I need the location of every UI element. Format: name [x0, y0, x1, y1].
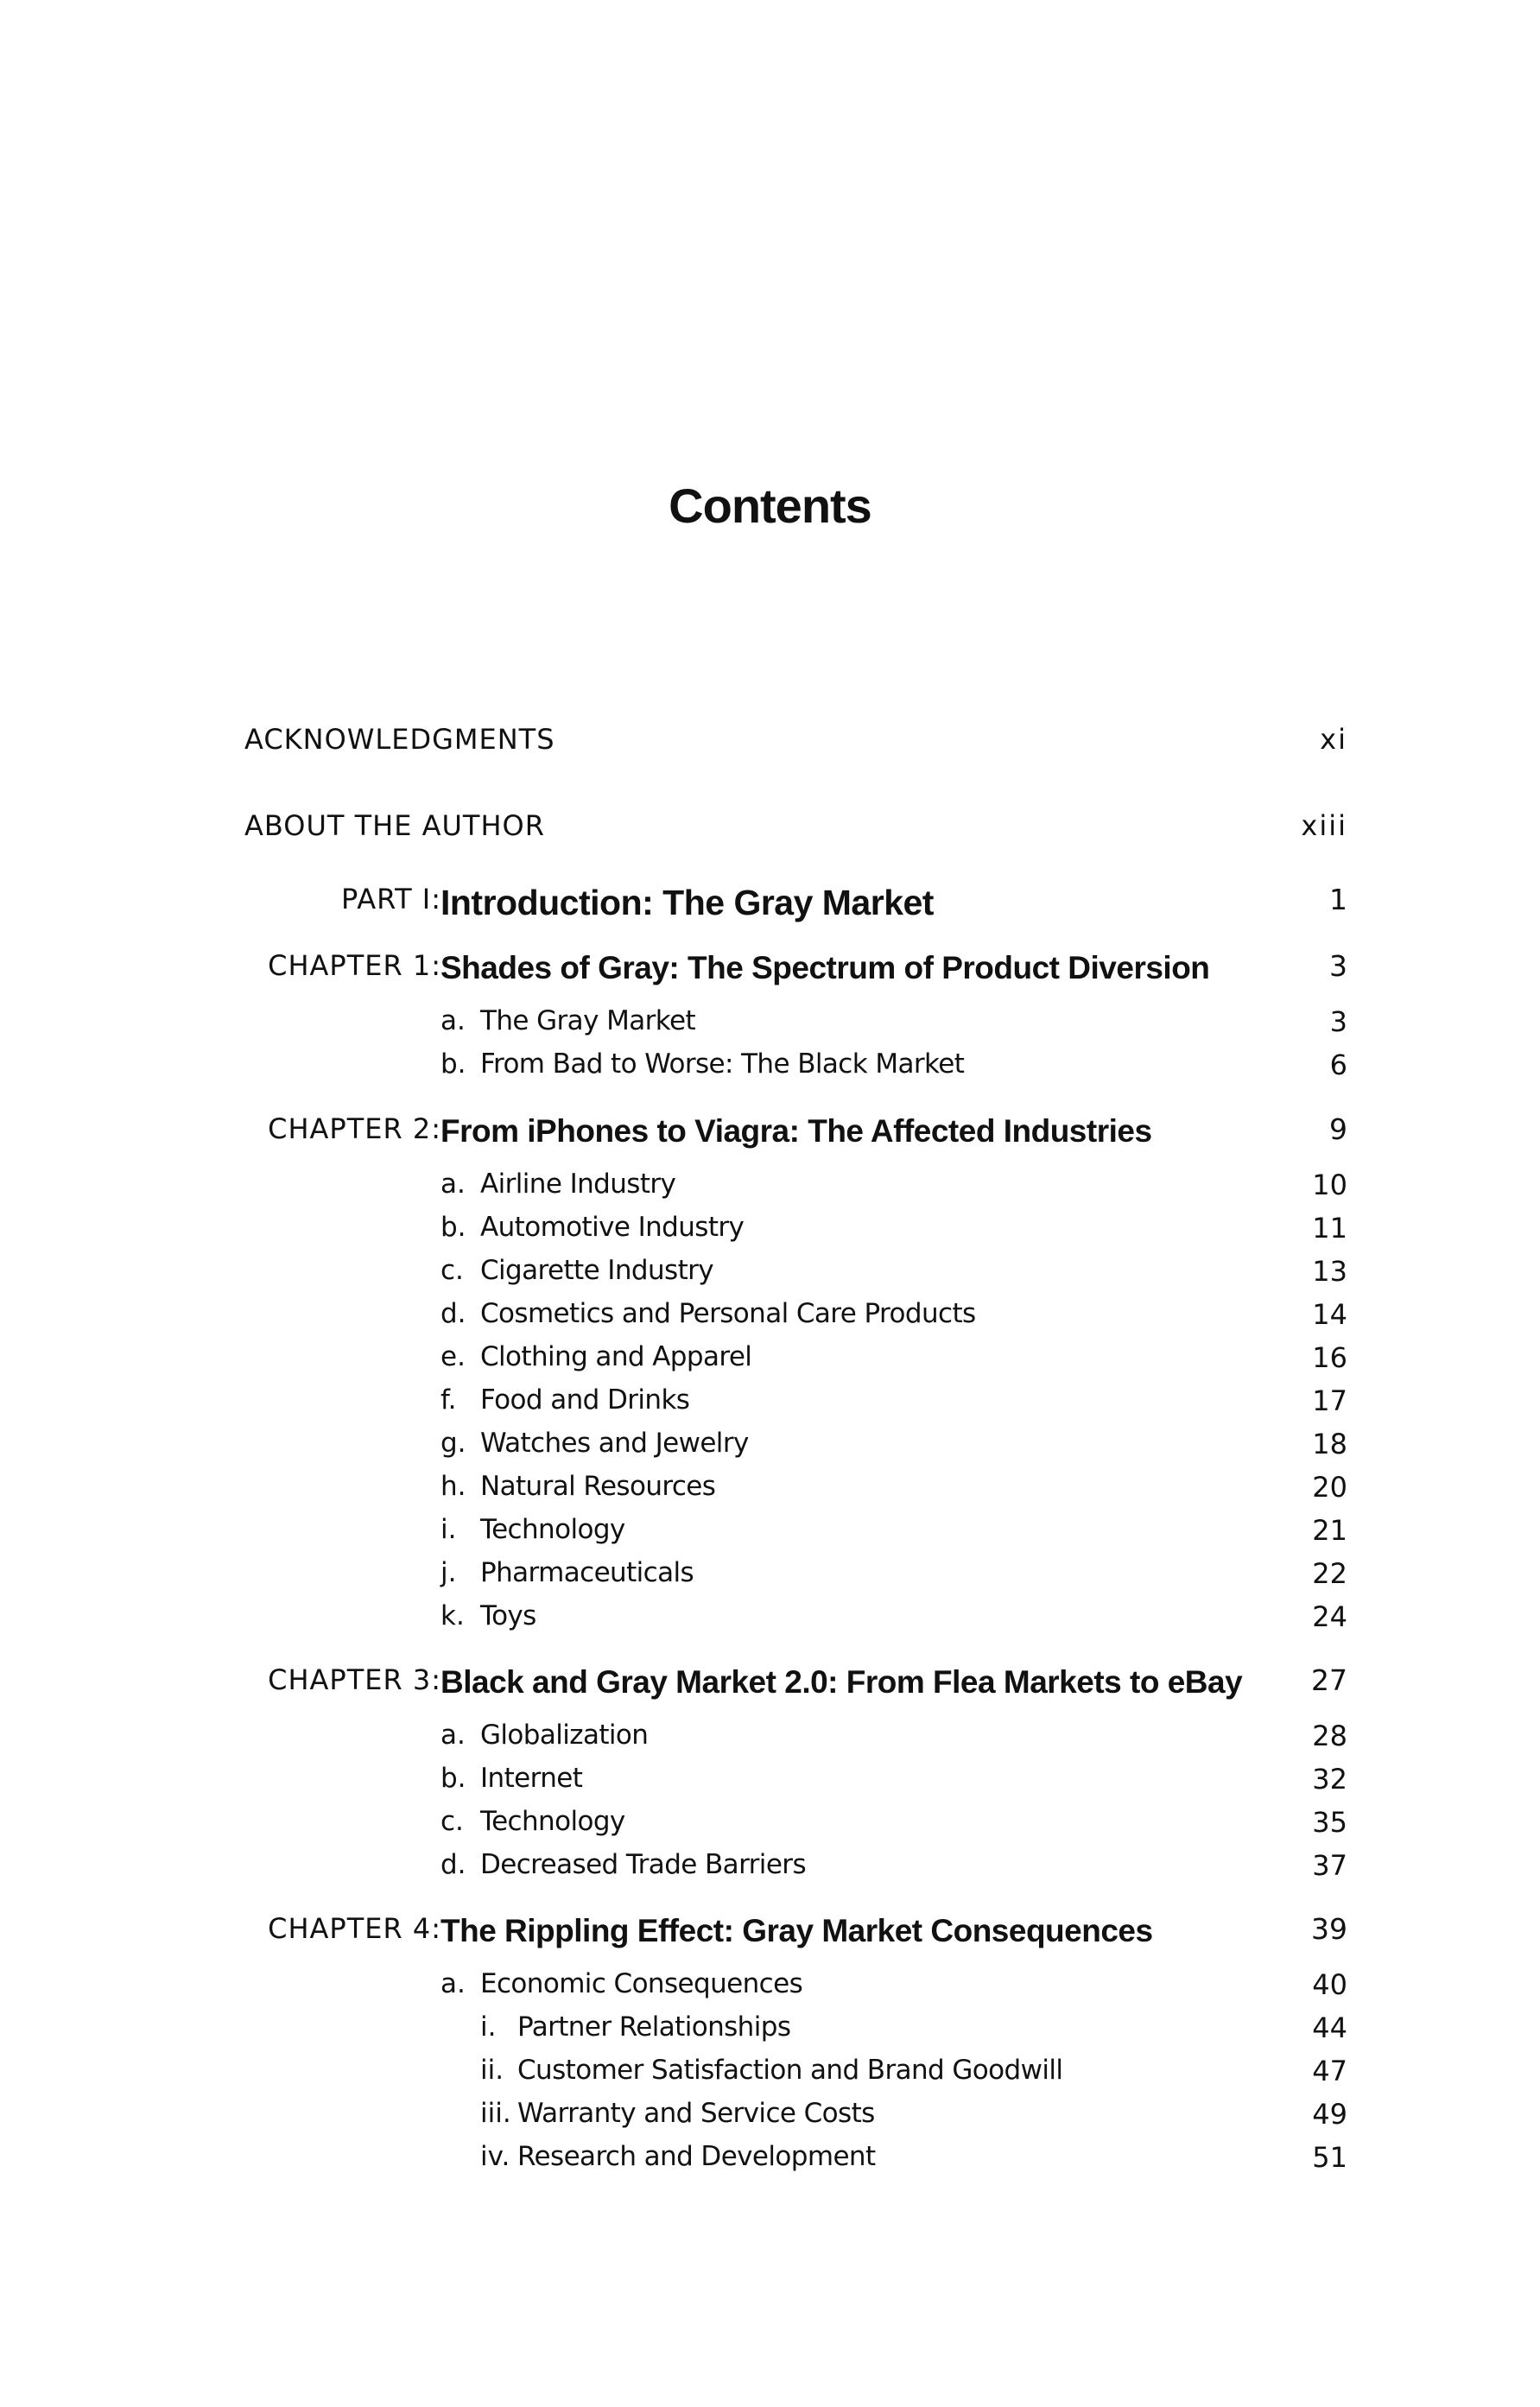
toc-section-title: The Gray Market: [480, 1005, 696, 1036]
toc-section-letter: a.: [440, 1968, 466, 1999]
toc-section-letter: c.: [440, 1806, 464, 1837]
toc-page-number: 37: [1312, 1849, 1347, 1882]
toc-section-title: Food and Drinks: [480, 1384, 690, 1416]
toc-front-label: ACKNOWLEDGMENTS: [244, 723, 555, 756]
toc-section-title: Natural Resources: [480, 1471, 716, 1502]
toc-page-number: 1: [1329, 883, 1347, 916]
toc-section-letter: f.: [440, 1384, 457, 1416]
toc-page-number: 27: [1311, 1663, 1347, 1697]
toc-section-letter: b.: [440, 1763, 466, 1794]
toc-section-letter: i.: [440, 1514, 457, 1545]
toc-subsection-title: Partner Relationships: [517, 2011, 791, 2043]
toc-page-number: 40: [1312, 1968, 1347, 2001]
toc-subsection-title: Research and Development: [517, 2141, 876, 2172]
toc-part-label: PART I:: [341, 883, 441, 915]
toc-page-number: 39: [1311, 1912, 1347, 1946]
toc-section-letter: k.: [440, 1600, 465, 1631]
toc-section-letter: d.: [440, 1298, 466, 1329]
toc-chapter-label: CHAPTER 1:: [268, 949, 441, 982]
toc-section-title: Cigarette Industry: [480, 1255, 714, 1286]
toc-page-number: 20: [1312, 1471, 1347, 1504]
toc-section-title: Internet: [480, 1763, 583, 1794]
toc-section-title: Pharmaceuticals: [480, 1557, 694, 1588]
toc-section-title: Airline Industry: [480, 1169, 676, 1200]
toc-section-letter: c.: [440, 1255, 464, 1286]
toc-chapter-label: CHAPTER 4:: [268, 1912, 441, 1945]
toc-chapter-title: Black and Gray Market 2.0: From Flea Markets to eBay: [440, 1664, 1243, 1700]
page-title: Contents: [669, 478, 871, 533]
toc-page-number: 3: [1329, 949, 1347, 983]
toc-front-label: ABOUT THE AUTHOR: [244, 809, 545, 842]
toc-part-title: Introduction: The Gray Market: [440, 883, 934, 922]
toc-section-letter: b.: [440, 1048, 466, 1080]
toc-chapter-label: CHAPTER 2:: [268, 1112, 441, 1145]
toc-page-number: 28: [1312, 1720, 1347, 1752]
toc-page-number: 17: [1312, 1384, 1347, 1417]
toc-subsection-title: Customer Satisfaction and Brand Goodwill: [517, 2055, 1063, 2086]
toc-section-letter: a.: [440, 1169, 466, 1200]
toc-subsection-numeral: i.: [480, 2011, 497, 2043]
toc-subsection-numeral: iv.: [480, 2141, 510, 2172]
toc-page-number: 3: [1329, 1005, 1347, 1038]
toc-chapter-title: Shades of Gray: The Spectrum of Product Diversion: [440, 950, 1210, 985]
toc-section-letter: g.: [440, 1428, 466, 1459]
toc-section-letter: b.: [440, 1212, 466, 1243]
toc-section-title: Globalization: [480, 1720, 649, 1751]
toc-page-number: 11: [1312, 1212, 1347, 1245]
toc-section-title: Cosmetics and Personal Care Products: [480, 1298, 976, 1329]
toc-page-number: 14: [1312, 1298, 1347, 1331]
toc-page-number: 24: [1312, 1600, 1347, 1633]
toc-page-number: 51: [1312, 2141, 1347, 2174]
toc-subsection-numeral: ii.: [480, 2055, 504, 2086]
toc-page-number: xiii: [1301, 809, 1347, 842]
toc-page-number: 16: [1312, 1341, 1347, 1374]
toc-page-number: 22: [1312, 1557, 1347, 1590]
toc-subsection-numeral: iii.: [480, 2098, 511, 2129]
toc-section-title: Economic Consequences: [480, 1968, 803, 1999]
toc-section-title: Technology: [480, 1514, 625, 1545]
toc-page-number: 35: [1312, 1806, 1347, 1839]
toc-page-number: 9: [1329, 1112, 1347, 1146]
toc-section-title: Automotive Industry: [480, 1212, 745, 1243]
toc-section-title: Watches and Jewelry: [480, 1428, 749, 1459]
toc-chapter-label: CHAPTER 3:: [268, 1663, 441, 1696]
toc-page-number: 10: [1312, 1169, 1347, 1201]
toc-page-number: 18: [1312, 1428, 1347, 1460]
toc-page-number: 21: [1312, 1514, 1347, 1547]
toc-section-letter: a.: [440, 1005, 466, 1036]
toc-section-title: Decreased Trade Barriers: [480, 1849, 806, 1880]
toc-chapter-title: From iPhones to Viagra: The Affected Industries: [440, 1113, 1152, 1149]
toc-page-number: 44: [1312, 2011, 1347, 2044]
toc-chapter-title: The Rippling Effect: Gray Market Consequences: [440, 1913, 1153, 1948]
toc-section-title: Clothing and Apparel: [480, 1341, 752, 1372]
toc-section-title: From Bad to Worse: The Black Market: [480, 1048, 965, 1080]
toc-section-letter: j.: [440, 1557, 457, 1588]
toc-section-letter: d.: [440, 1849, 466, 1880]
toc-page-number: xi: [1320, 723, 1347, 756]
toc-page-number: 49: [1312, 2098, 1347, 2131]
toc-section-letter: a.: [440, 1720, 466, 1751]
toc-section-letter: h.: [440, 1471, 466, 1502]
toc-page-number: 47: [1312, 2055, 1347, 2087]
toc-section-title: Toys: [480, 1600, 536, 1631]
toc-section-letter: e.: [440, 1341, 466, 1372]
toc-subsection-title: Warranty and Service Costs: [517, 2098, 875, 2129]
toc-page-number: 13: [1312, 1255, 1347, 1288]
toc-page-number: 32: [1312, 1763, 1347, 1796]
toc-section-title: Technology: [480, 1806, 625, 1837]
toc-page-number: 6: [1329, 1048, 1347, 1081]
